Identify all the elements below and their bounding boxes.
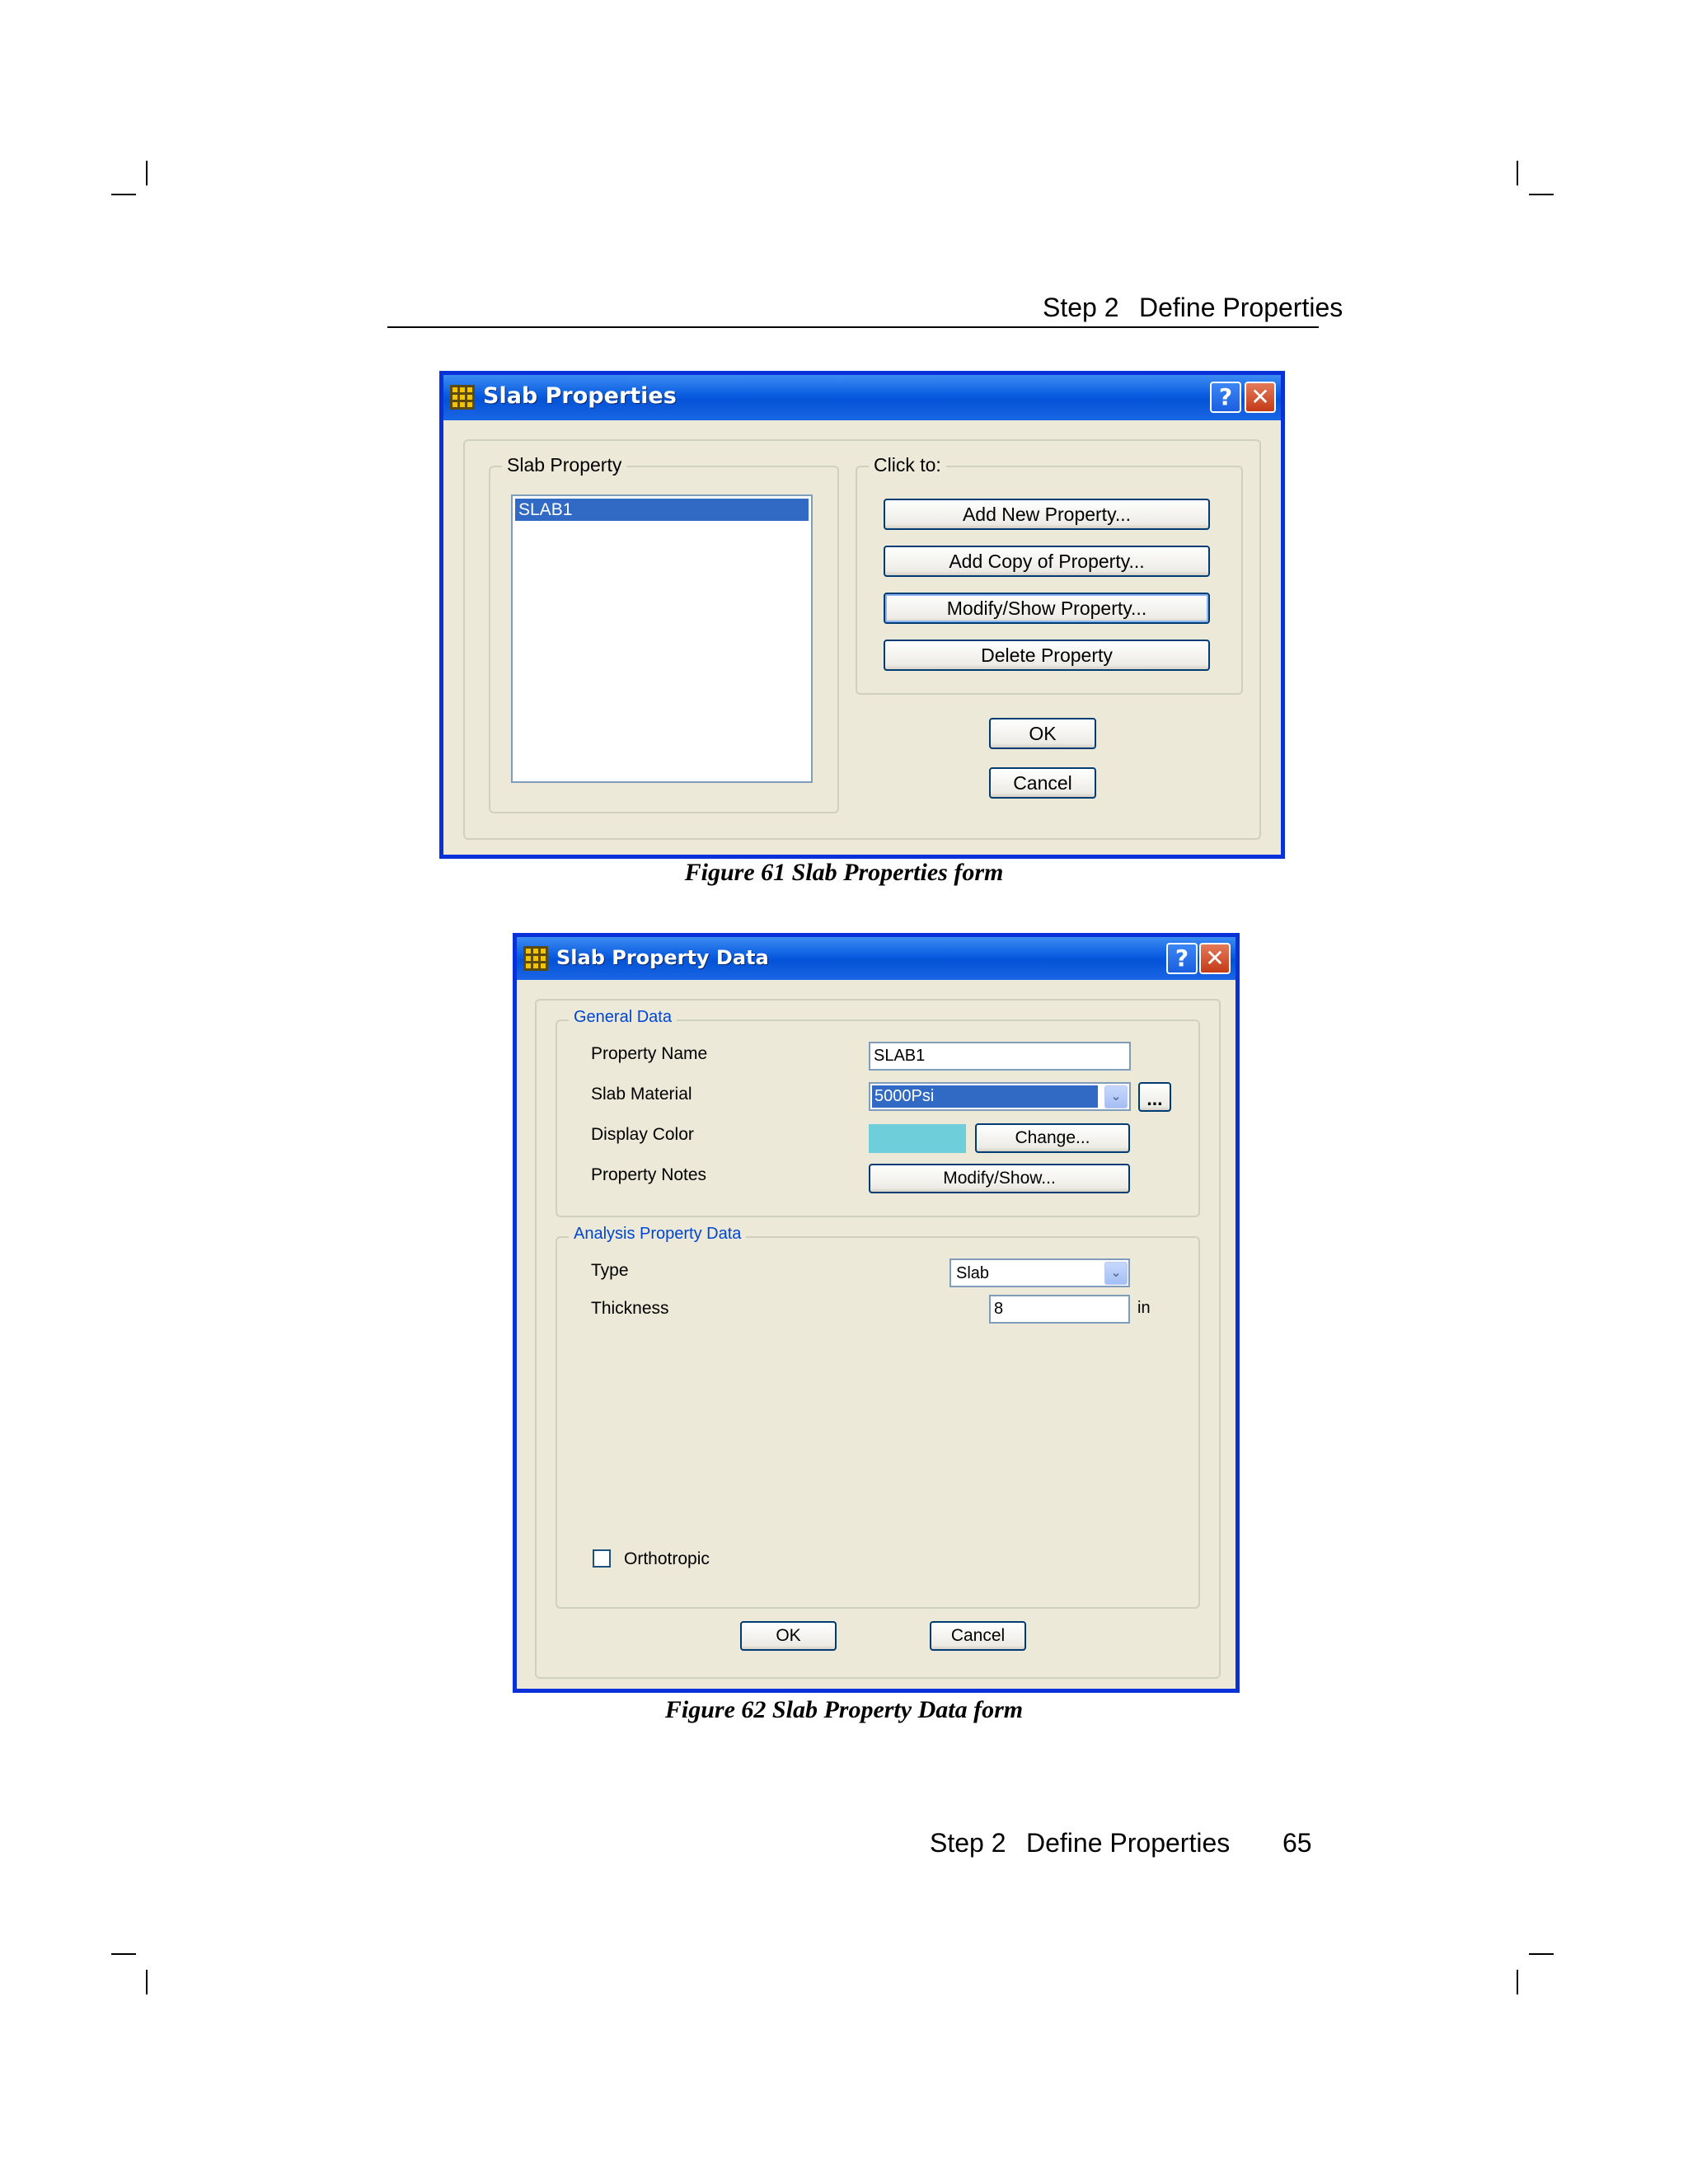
slab-property-group-label: Slab Property — [502, 454, 626, 476]
crop-mark — [1517, 161, 1518, 185]
property-notes-label: Property Notes — [591, 1165, 707, 1184]
type-select[interactable] — [950, 1258, 1130, 1287]
type-value: Slab — [956, 1264, 990, 1282]
cancel-button[interactable]: Cancel — [930, 1621, 1026, 1651]
analysis-property-data-group-label: Analysis Property Data — [569, 1225, 746, 1244]
ok-button[interactable]: OK — [740, 1621, 837, 1651]
type-label: Type — [591, 1261, 629, 1280]
header-section: Define Properties — [1139, 293, 1343, 322]
header-rule — [387, 326, 1319, 328]
thickness-label: Thickness — [591, 1299, 669, 1318]
chevron-down-icon[interactable]: ⌄ — [1104, 1262, 1128, 1285]
title-bar[interactable] — [517, 937, 1236, 980]
slab-material-select[interactable] — [869, 1082, 1131, 1111]
property-name-field[interactable]: SLAB1 — [869, 1042, 1131, 1071]
list-item-slab1[interactable]: SLAB1 — [515, 499, 809, 521]
help-icon[interactable]: ? — [1166, 943, 1198, 974]
figure-61-caption: Figure 61 Slab Properties form — [684, 859, 1004, 886]
slab-property-data-window — [513, 933, 1240, 1693]
crop-mark — [1529, 1953, 1554, 1955]
app-icon — [450, 385, 475, 410]
crop-mark — [146, 1970, 148, 1994]
slab-material-value: 5000Psi — [872, 1085, 1098, 1108]
property-name-label: Property Name — [591, 1044, 708, 1063]
crop-mark — [1517, 1970, 1518, 1994]
window-title: Slab Properties — [483, 383, 677, 409]
footer-step: Step 2 — [930, 1828, 1006, 1858]
crop-mark — [111, 194, 136, 195]
crop-mark — [146, 161, 148, 185]
window-title: Slab Property Data — [556, 946, 769, 969]
thickness-unit: in — [1137, 1299, 1151, 1317]
crop-mark — [111, 1953, 136, 1955]
help-icon[interactable]: ? — [1210, 382, 1241, 413]
page-number: 65 — [1282, 1828, 1312, 1858]
add-new-property-button[interactable]: Add New Property... — [884, 499, 1210, 530]
delete-property-button[interactable]: Delete Property — [884, 640, 1210, 671]
chevron-down-icon[interactable]: ⌄ — [1104, 1085, 1128, 1108]
slab-properties-window — [439, 371, 1285, 859]
thickness-field[interactable]: 8 — [989, 1295, 1130, 1324]
close-icon[interactable]: ✕ — [1199, 943, 1231, 974]
figure-62-caption: Figure 62 Slab Property Data form — [664, 1696, 1024, 1723]
material-ellipsis-button[interactable]: ... — [1138, 1082, 1171, 1112]
footer-section: Define Properties — [1026, 1828, 1231, 1858]
cancel-button[interactable]: Cancel — [989, 767, 1096, 799]
orthotropic-checkbox[interactable] — [593, 1549, 611, 1568]
crop-mark — [1529, 194, 1554, 195]
close-icon[interactable]: ✕ — [1245, 382, 1276, 413]
title-bar[interactable] — [443, 375, 1281, 420]
slab-material-label: Slab Material — [591, 1085, 692, 1104]
slab-property-list[interactable] — [511, 494, 813, 783]
display-color-label: Display Color — [591, 1125, 694, 1144]
orthotropic-label: Orthotropic — [624, 1549, 710, 1568]
ok-button[interactable]: OK — [989, 718, 1096, 749]
add-copy-of-property-button[interactable]: Add Copy of Property... — [884, 546, 1210, 577]
click-to-group-label: Click to: — [869, 454, 946, 476]
general-data-group-label: General Data — [569, 1008, 677, 1027]
change-color-button[interactable]: Change... — [975, 1123, 1130, 1153]
display-color-swatch — [869, 1124, 966, 1153]
modify-show-property-button[interactable]: Modify/Show Property... — [884, 593, 1210, 624]
app-icon — [523, 946, 548, 971]
modify-show-notes-button[interactable]: Modify/Show... — [869, 1164, 1130, 1193]
header-step: Step 2 — [1043, 293, 1119, 322]
